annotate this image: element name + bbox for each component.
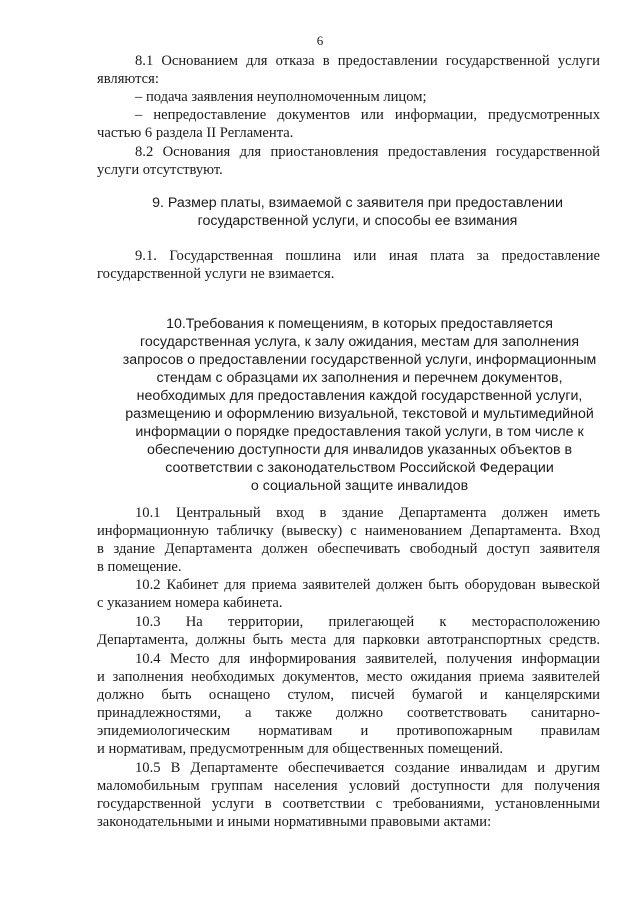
text-line: Департамента, должны быть места для парковки автотранспортных средств. [97, 632, 600, 648]
heading-line: государственная услуга, к залу ожидания, местам для заполнения [139, 334, 580, 350]
text-line: информационную табличку (вывеску) с наименованием Департамента. Вход [97, 523, 600, 539]
heading-line: государственной услуги, и способы ее взимания [197, 213, 518, 229]
text-line: – непредоставление документов или информации, предусмотренных [135, 107, 600, 123]
text-line: принадлежностями, а также должно соответствовать санитарно- [97, 705, 600, 721]
text-line: услуги отсутствуют. [97, 162, 223, 178]
text-line: 10.5 В Департаменте обеспечивается создание инвалидам и другим [135, 760, 600, 776]
text-line: 9.1. Государственная пошлина или иная плата за предоставление [135, 248, 600, 264]
heading-line: стендам с образцами их заполнения и перечнем документов, [156, 370, 563, 386]
text-line: 10.3 На территории, прилегающей к месторасположению [135, 614, 600, 630]
text-line: с указанием номера кабинета. [97, 595, 283, 611]
text-line: эпидемиологическим нормативам и противопожарным правилам [97, 723, 600, 739]
text-line: и нормативам, предусмотренным для общественных помещений. [97, 741, 504, 757]
text-line: 8.1 Основанием для отказа в предоставлении государственной услуги [135, 53, 600, 69]
text-line: – подача заявления неуполномоченным лицом; [135, 89, 427, 105]
text-line: 8.2 Основания для приостановления предоставления государственной [135, 144, 600, 160]
page-number: 6 [316, 33, 324, 48]
heading-line: соответствии с законодательством Российской Федерации [165, 460, 554, 476]
text-line: государственной услуги в соответствии с требованиями, установленными [97, 796, 600, 812]
text-line: 10.1 Центральный вход в здание Департамента должен иметь [135, 505, 600, 521]
text-line: 10.2 Кабинет для приема заявителей должен быть оборудован вывеской [135, 577, 600, 593]
text-line: и заполнения необходимых документов, место ожидания приема заявителей [97, 669, 600, 685]
heading-line: информации о порядке предоставления такой услуги, в том числе к [135, 424, 584, 440]
text-line: в здание Департамента должен обеспечивать свободный доступ заявителя [97, 541, 600, 557]
heading-line: запросов о предоставлении государственной услуги, информационным [122, 352, 597, 368]
heading-line: необходимых для предоставления каждой государственной услуги, [136, 388, 583, 404]
text-line: маломобильным группам населения условий доступности для получения [97, 778, 600, 794]
text-line: в помещение. [97, 559, 182, 575]
heading-line: обеспечению доступности для инвалидов указанных объектов в [146, 442, 573, 458]
heading-line: 9. Размер платы, взимаемой с заявителя при предоставлении [152, 195, 563, 211]
text-line: должно быть оснащено стулом, писчей бумагой и канцелярскими [97, 687, 600, 703]
text-line: являются: [97, 71, 159, 87]
text-line: государственной услуги не взимается. [97, 266, 335, 282]
text-line: частью 6 раздела II Регламента. [97, 125, 294, 141]
heading-line: о социальной защите инвалидов [250, 478, 469, 494]
text-line: законодательными и иными нормативными правовыми актами: [97, 814, 492, 830]
heading-line: размещению и оформлению визуальной, текстовой и мультимедийной [125, 406, 594, 422]
text-line: 10.4 Место для информирования заявителей, получения информации [135, 651, 600, 667]
heading-line: 10.Требования к помещениям, в которых предоставляется [166, 316, 553, 332]
